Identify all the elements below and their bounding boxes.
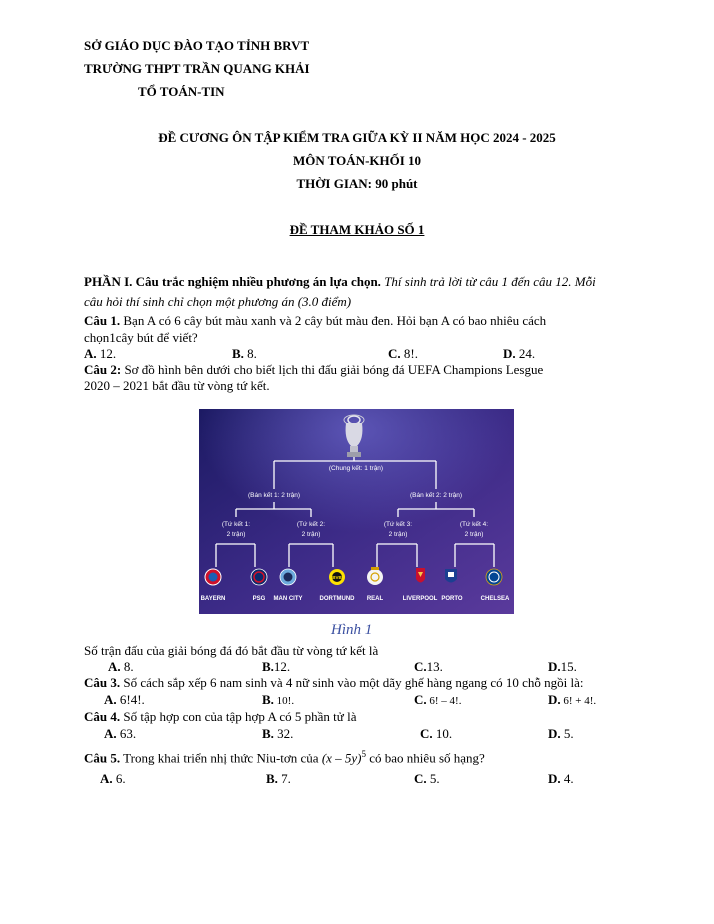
team-bayern: BAYERN <box>200 596 226 602</box>
qf3-label: (Tứ kết 3: <box>383 521 413 528</box>
question-1-cont: chọn1cây bút để viết? <box>84 330 198 345</box>
department-name: SỞ GIÁO DỤC ĐÀO TẠO TỈNH BRVT <box>84 38 310 53</box>
team-porto: PORTO <box>441 596 463 602</box>
part1-heading: PHẦN I. Câu trắc nghiệm nhiều phương án lựa chọn. Thí sinh trả lời từ câu 1 đến câu 12. Mỗi <box>84 274 596 289</box>
psg-badge-icon <box>251 569 267 585</box>
q5-option-d: D. 4. <box>548 771 574 786</box>
q5-option-c: C. 5. <box>414 771 440 786</box>
svg-text:BVB: BVB <box>332 575 342 580</box>
dortmund-badge-icon <box>329 569 345 585</box>
q5-option-a: A. 6. <box>100 771 126 786</box>
question-1: Câu 1. Bạn A có 6 cây bút màu xanh và 2 cây bút màu đen. Hỏi bạn A có bao nhiêu cách <box>84 313 547 328</box>
team-man-city: MAN CITY <box>273 596 303 602</box>
man-city-badge-icon <box>280 569 296 585</box>
q3-option-c: C. 6! – 4!. <box>414 692 462 707</box>
part1-heading-cont: câu hỏi thí sinh chỉ chọn một phương án (3.0 điểm) <box>84 294 352 309</box>
semi1-label: (Bán kết 1: 2 trận) <box>247 492 301 499</box>
team-real: REAL <box>366 596 384 602</box>
bayern-badge-icon <box>205 569 221 585</box>
q3-option-a: A. 6!4!. <box>104 692 145 707</box>
q2-option-c: C.13. <box>414 659 443 674</box>
qf2-label: (Tứ kết 2: <box>296 521 326 528</box>
title-line-2: MÔN TOÁN-KHỐI 10 <box>292 153 422 168</box>
q4-option-d: D. 5. <box>548 726 574 741</box>
q5-option-b: B. 7. <box>266 771 291 786</box>
q4-option-c: C. 10. <box>420 726 453 741</box>
q1-option-b: B. 8. <box>232 346 257 361</box>
q2-option-a: A. 8. <box>108 659 134 674</box>
qf1-label-2: 2 trận) <box>226 531 246 538</box>
question-2-cont: 2020 – 2021 bắt đầu từ vòng tứ kết. <box>84 378 270 393</box>
q1-option-a: A. 12. <box>84 346 117 361</box>
question-4: Câu 4. Số tập hợp con của tập hợp A có 5 phần tử là <box>84 709 357 724</box>
q3-option-b: B. 10!. <box>262 692 295 707</box>
team-liverpool: LIVERPOOL <box>402 596 438 602</box>
final-label: (Chung kết: 1 trận) <box>328 465 384 472</box>
qf4-label: (Tứ kết 4: <box>459 521 489 528</box>
porto-badge-icon <box>445 569 457 583</box>
q2-option-b: B.12. <box>262 659 291 674</box>
qf3-label-2: 2 trận) <box>388 531 408 538</box>
qf1-label: (Tứ kết 1: <box>221 521 251 528</box>
group-name: TỔ TOÁN-TIN <box>138 84 225 99</box>
exam-title: ĐỀ THAM KHẢO SỐ 1 <box>289 222 425 237</box>
tournament-bracket-figure <box>199 409 514 614</box>
team-chelsea: CHELSEA <box>480 596 510 602</box>
title-line-3: THỜI GIAN: 90 phút <box>296 176 418 191</box>
team-psg: PSG <box>252 596 266 602</box>
chelsea-badge-icon <box>486 569 502 585</box>
q4-option-a: A. 63. <box>104 726 137 741</box>
qf2-label-2: 2 trận) <box>301 531 321 538</box>
q1-option-d: D. 24. <box>503 346 536 361</box>
question-5: Câu 5. Trong khai triển nhị thức Niu-tơn của (x – 5y)$^5$ có bao nhiêu số hạng? <box>84 749 485 766</box>
qf4-label-2: 2 trận) <box>464 531 484 538</box>
figure-caption: Hình 1 <box>331 622 373 638</box>
question-2: Câu 2: Sơ đồ hình bên dưới cho biết lịch thi đấu giải bóng đá UEFA Champions Lesgue <box>84 362 544 377</box>
title-line-1: ĐỀ CƯƠNG ÔN TẬP KIỂM TRA GIỮA KỲ II NĂM HỌC 2024 - 2025 <box>158 130 556 145</box>
question-3: Câu 3. Số cách sắp xếp 6 nam sinh và 4 nữ sinh vào một dãy ghế hàng ngang có 10 chỗ ngồi là: <box>84 675 584 690</box>
team-dortmund: DORTMUND <box>319 596 355 602</box>
school-name: TRƯỜNG THPT TRẦN QUANG KHẢI <box>84 61 310 76</box>
question-2-prompt: Số trận đấu của giải bóng đá đó bắt đầu từ vòng tứ kết là <box>84 643 379 658</box>
semi2-label: (Bán kết 2: 2 trận) <box>409 492 463 499</box>
q4-option-b: B. 32. <box>262 726 294 741</box>
q2-option-d: D.15. <box>548 659 577 674</box>
q3-option-d: D. 6! + 4!. <box>548 692 597 707</box>
liverpool-badge-icon <box>416 568 425 583</box>
q1-option-c: C. 8!. <box>388 346 418 361</box>
